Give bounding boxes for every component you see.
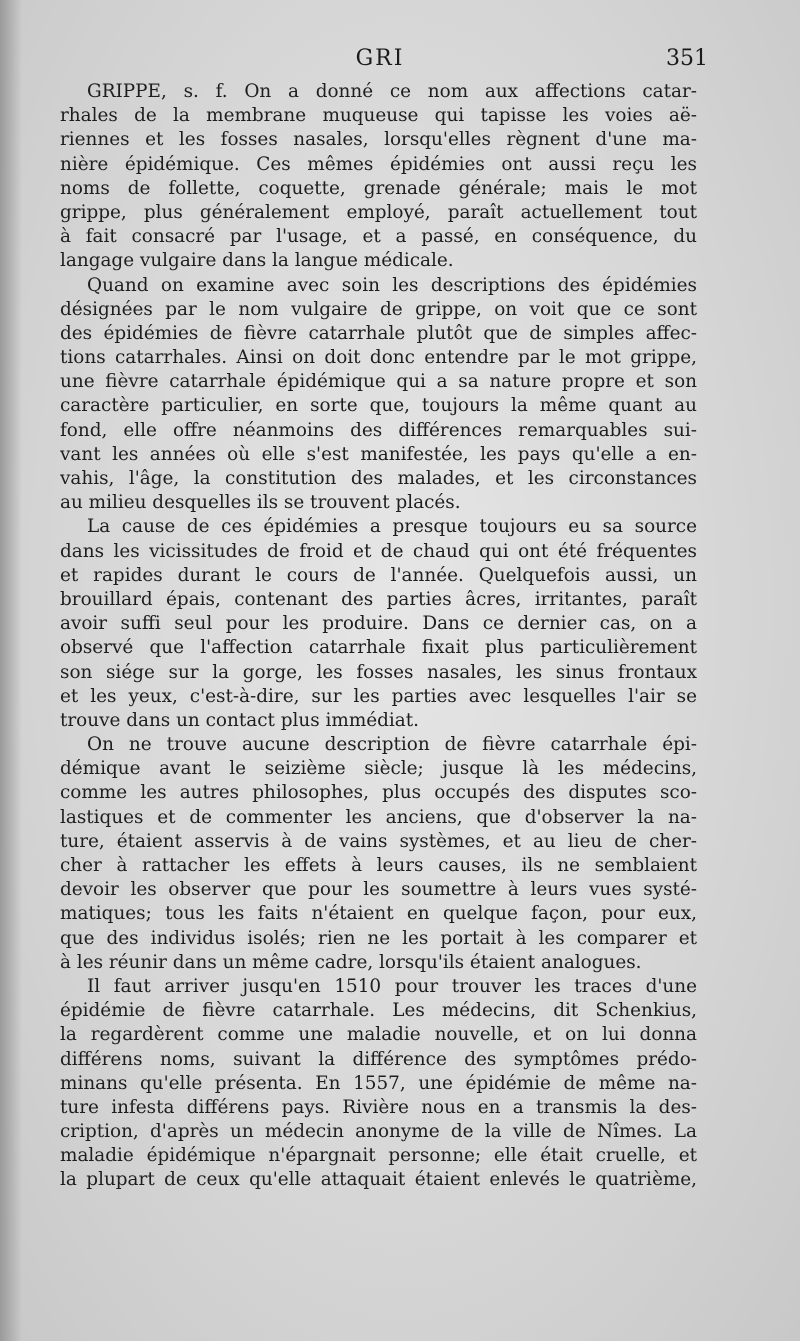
text-line: matiques; tous les faits n'étaient en quelque façon, pour eux,: [60, 903, 697, 925]
text-line: tions catarrhales. Ainsi on doit donc entendre par le mot grippe,: [60, 347, 697, 369]
text-line: observé que l'affection catarrhale fixait plus particulièrement: [60, 637, 697, 659]
text-line: vahis, l'âge, la constitution des malades, et les circonstances: [60, 468, 697, 489]
text-line: riennes et les fosses nasales, lorsqu'elles règnent d'une ma-: [60, 129, 697, 151]
text-line: ture infesta différens pays. Rivière nous en a transmis la des-: [60, 1096, 697, 1118]
text-line: GRIPPE, s. f. On a donné ce nom aux affections catar-: [87, 81, 697, 102]
text-line: maladie épidémique n'épargnait personne; elle était cruelle, et: [60, 1145, 697, 1167]
text-line: à les réunir dans un même cadre, lorsqu'ils étaient analogues.: [60, 951, 642, 973]
text-line: que des individus isolés; rien ne les portait à les comparer et: [60, 927, 697, 949]
text-line: cher à rattacher les effets à leurs causes, ils ne semblaient: [60, 855, 697, 876]
text-line: vant les années où elle s'est manifestée, les pays qu'elle a en-: [60, 443, 697, 465]
text-line: devoir les observer que pour les soumettre à leurs vues systé-: [60, 879, 697, 901]
text-line: avoir suffi seul pour les produire. Dans ce dernier cas, on a: [60, 613, 697, 635]
text-line: brouillard épais, contenant des parties âcres, irritantes, paraît: [60, 588, 697, 610]
text-line: démique avant le seizième siècle; jusque là les médecins,: [60, 758, 697, 780]
text-line: cription, d'après un médecin anonyme de la ville de Nîmes. La: [60, 1121, 697, 1143]
text-line: comme les autres philosophes, plus occupés des disputes sco-: [60, 782, 697, 804]
text-line: minans qu'elle présenta. En 1557, une épidémie de même na-: [60, 1072, 697, 1094]
text-line: grippe, plus généralement employé, paraît actuellement tout: [60, 201, 697, 223]
gutter-shadow: [0, 0, 22, 1341]
text-line: langage vulgaire dans la langue médicale.: [60, 250, 454, 272]
text-line: différens noms, suivant la différence des symptômes prédo-: [60, 1048, 697, 1070]
text-line: la plupart de ceux qu'elle attaquait étaient enlevés le quatrième,: [60, 1169, 697, 1191]
text-line: une fièvre catarrhale épidémique qui a sa nature propre et son: [60, 371, 697, 393]
text-line: On ne trouve aucune description de fièvre catarrhale épi-: [87, 734, 697, 756]
text-line: Quand on examine avec soin les descriptions des épidémies: [87, 274, 697, 296]
text-line: trouve dans un contact plus immédiat.: [60, 709, 420, 731]
text-line: ture, étaient asservis à de vains systèmes, et au lieu de cher-: [60, 830, 697, 852]
text-line: fond, elle offre néanmoins des différences remarquables sui-: [60, 419, 697, 441]
text-line: noms de follette, coquette, grenade générale; mais le mot: [60, 177, 697, 199]
body-text: [60, 80, 697, 1193]
text-line: dans les vicissitudes de froid et de chaud qui ont été fréquentes: [60, 540, 697, 562]
text-line: et les yeux, c'est-à-dire, sur les parties avec lesquelles l'air se: [60, 685, 697, 707]
text-line: désignées par le nom vulgaire de grippe, on voit que ce sont: [60, 298, 697, 320]
text-line: Il faut arriver jusqu'en 1510 pour trouver les traces d'une: [87, 975, 697, 997]
text-line: au milieu desquelles ils se trouvent placés.: [60, 492, 461, 514]
text-line: des épidémies de fièvre catarrhale plutôt que de simples affec-: [60, 322, 697, 344]
text-line: son siége sur la gorge, les fosses nasales, les sinus frontaux: [60, 661, 697, 683]
text-line: la regardèrent comme une maladie nouvelle, et on lui donna: [60, 1024, 697, 1046]
text-line: nière épidémique. Ces mêmes épidémies ont aussi reçu les: [60, 153, 697, 175]
text-line: rhales de la membrane muqueuse qui tapisse les voies aë-: [60, 105, 697, 127]
text-line: à fait consacré par l'usage, et a passé, en conséquence, du: [60, 226, 697, 248]
text-line: caractère particulier, en sorte que, toujours la même quant au: [60, 395, 697, 417]
page-number: 351: [666, 46, 708, 71]
running-head: [60, 44, 708, 78]
text-line: La cause de ces épidémies a presque toujours eu sa source: [87, 516, 697, 538]
text-line: lastiques et de commenter les anciens, que d'observer la na-: [60, 806, 697, 828]
text-line: et rapides durant le cours de l'année. Quelquefois aussi, un: [60, 564, 697, 586]
text-line: épidémie de fièvre catarrhale. Les médecins, dit Schenkius,: [60, 1000, 697, 1022]
running-head-word: GRI: [355, 46, 405, 71]
